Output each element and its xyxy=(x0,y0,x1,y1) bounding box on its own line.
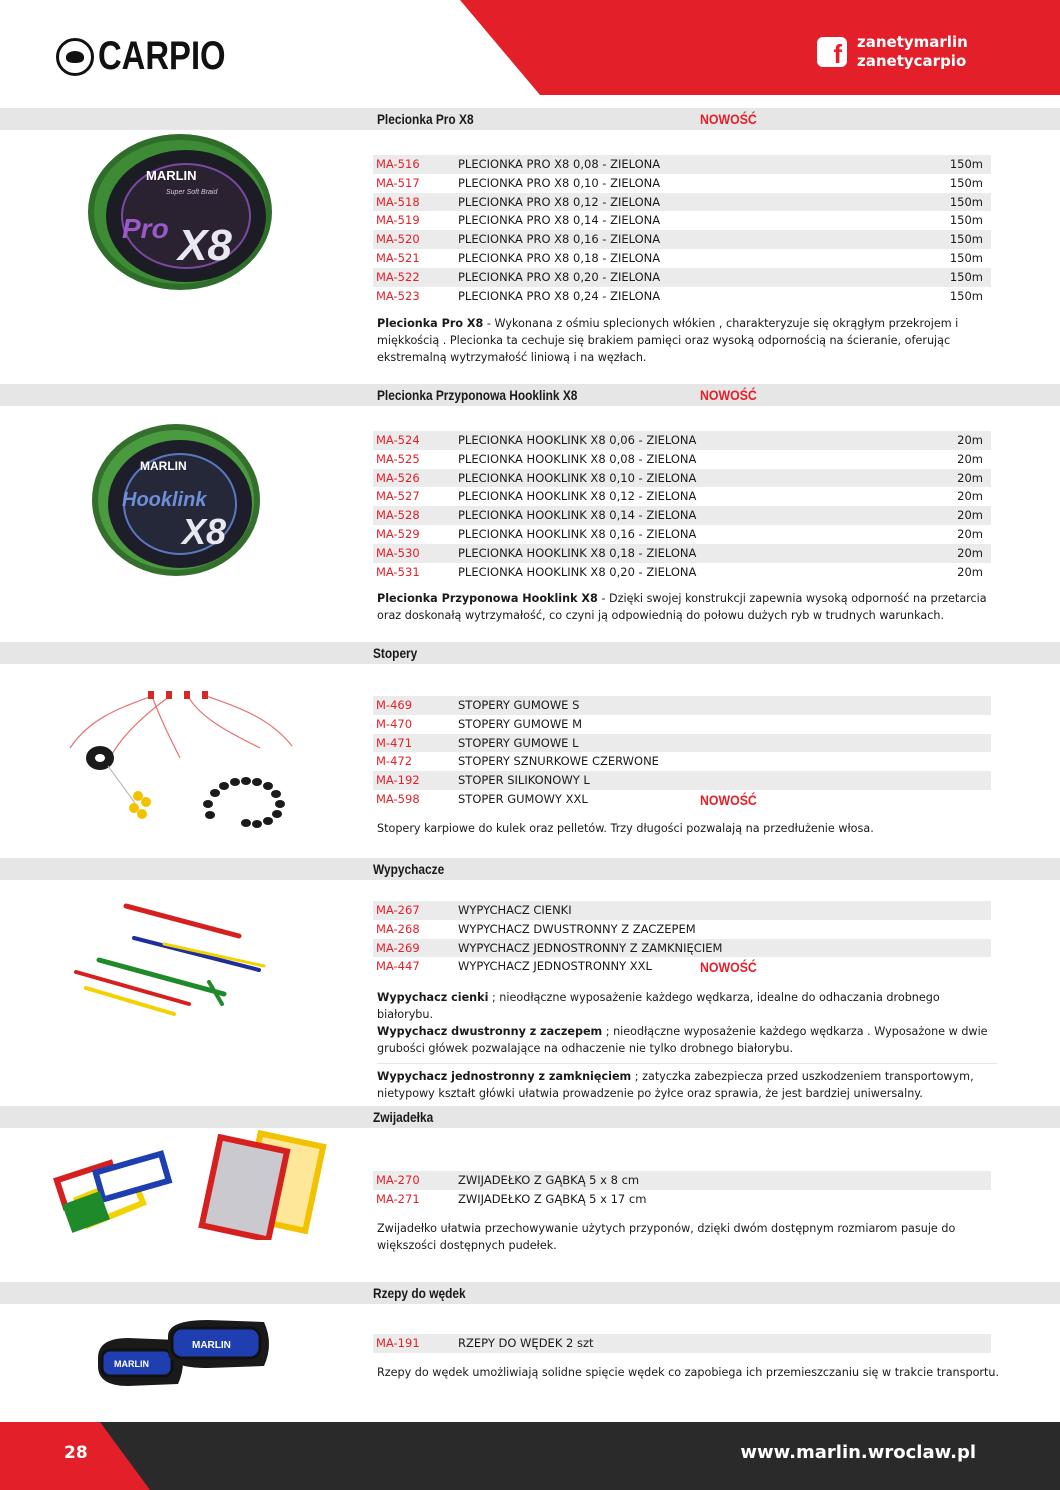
facebook-page-2[interactable]: zanetycarpio xyxy=(857,52,967,70)
section-title-hooklink: Plecionka Przyponowa Hooklink X8 xyxy=(377,387,578,403)
spool-hooklink-label: Hooklink xyxy=(122,489,207,511)
table-row: MA-526 PLECIONKA HOOKLINK X8 0,10 - ZIELONA 20m xyxy=(373,469,991,488)
spool-brand-label: MARLIN xyxy=(146,168,197,183)
spool-subtitle-label: Super Soft Braid xyxy=(166,189,218,196)
brand-name: CARPIO xyxy=(98,34,226,78)
strap-brand-label: MARLIN xyxy=(192,1340,231,1351)
table-row: MA-523 PLECIONKA PRO X8 0,24 - ZIELONA 150m xyxy=(376,288,983,303)
facebook-block[interactable] xyxy=(817,33,968,71)
section-title-stopery: Stopery xyxy=(373,645,418,661)
table-row: M-471 STOPERY GUMOWE L xyxy=(373,734,991,753)
website-link[interactable]: www.marlin.wroclaw.pl xyxy=(740,1442,976,1463)
table-row: MA-268 WYPYCHACZ DWUSTRONNY Z ZACZEPEM xyxy=(376,921,696,936)
table-row: MA-271 ZWIJADEŁKO Z GĄBKĄ 5 x 17 cm xyxy=(376,1191,647,1206)
section-bar-pro-x8 xyxy=(0,108,1060,130)
table-row: MA-270 ZWIJADEŁKO Z GĄBKĄ 5 x 8 cm xyxy=(373,1171,991,1190)
new-badge: NOWOŚĆ xyxy=(700,792,757,808)
table-row: M-470 STOPERY GUMOWE M xyxy=(376,716,583,731)
table-row: M-472 STOPERY SZNURKOWE CZERWONE xyxy=(376,754,659,769)
table-row: MA-517 PLECIONKA PRO X8 0,10 - ZIELONA 150m xyxy=(376,175,983,190)
stopery-description: Stopery karpiowe do kulek oraz pelletów. Trzy długości pozwalają na przedłużenie włosa. xyxy=(377,822,874,835)
new-badge: NOWOŚĆ xyxy=(700,387,757,403)
zwijadelka-table xyxy=(373,1171,991,1209)
section-bar-rzepy xyxy=(0,1282,1060,1304)
zwijadelka-description: Zwijadełko ułatwia przechowywanie użytych przyponów, dzięki dwóm dostępnym rozmiarom pasuje do większości dostępnych pudełek. xyxy=(377,1222,956,1252)
section-title-wypychacze: Wypychacze xyxy=(373,861,445,877)
table-row: M-469 STOPERY GUMOWE S xyxy=(373,696,991,715)
new-badge: NOWOŚĆ xyxy=(700,959,757,975)
table-row: MA-518 PLECIONKA PRO X8 0,12 - ZIELONA 150m xyxy=(373,193,991,212)
rzepy-table xyxy=(373,1334,991,1353)
strap-brand-label: MARLIN xyxy=(114,1359,149,1369)
pro-x8-table xyxy=(373,155,991,305)
spool-x8-label: X8 xyxy=(178,221,232,270)
hooklink-spool-image xyxy=(86,420,266,580)
hooklink-table xyxy=(373,431,991,581)
wypychacze-table xyxy=(373,901,991,976)
rzepy-image xyxy=(88,1318,278,1408)
rzepy-description: Rzepy do wędek umożliwiają solidne spięcie wędek co zapobiega ich przemieszczaniu się w trakcie transportu. xyxy=(377,1366,1000,1379)
hooklink-description: Plecionka Przyponowa Hooklink X8 - Dzięki swojej konstrukcji zapewnia wysoką odporność na przetarcia oraz doskonałą wytrzymałość, co czyni ją odpowiednią do połowu dużych ryb w trudnych warunkach. xyxy=(377,592,987,622)
table-row: MA-192 STOPER SILIKONOWY L xyxy=(373,771,991,790)
section-title-zwijadelka: Zwijadełka xyxy=(373,1109,434,1125)
table-row: MA-521 PLECIONKA PRO X8 0,18 - ZIELONA 150m xyxy=(376,250,983,265)
page-number: 28 xyxy=(64,1443,88,1463)
table-row: MA-528 PLECIONKA HOOKLINK X8 0,14 - ZIELONA 20m xyxy=(373,506,991,525)
stopery-image xyxy=(60,688,310,838)
pro-x8-spool-image xyxy=(80,132,280,292)
section-bar-wypychacze xyxy=(0,858,1060,880)
table-row: MA-529 PLECIONKA HOOKLINK X8 0,16 - ZIELONA 20m xyxy=(376,526,983,541)
table-row: MA-267 WYPYCHACZ CIENKI xyxy=(373,901,991,920)
page-header xyxy=(0,0,1060,95)
section-title-pro-x8: Plecionka Pro X8 xyxy=(377,111,474,127)
table-row: MA-598 STOPER GUMOWY XXL xyxy=(376,791,588,806)
table-row: MA-269 WYPYCHACZ JEDNOSTRONNY Z ZAMKNIĘCIEM xyxy=(373,939,991,958)
facebook-icon: f xyxy=(817,37,847,67)
table-row: MA-520 PLECIONKA PRO X8 0,16 - ZIELONA 150m xyxy=(373,230,991,249)
new-badge: NOWOŚĆ xyxy=(700,111,757,127)
table-row: MA-516 PLECIONKA PRO X8 0,08 - ZIELONA 150m xyxy=(373,155,991,174)
table-row: MA-524 PLECIONKA HOOKLINK X8 0,06 - ZIELONA 20m xyxy=(373,431,991,450)
stopery-table xyxy=(373,696,991,809)
table-row: MA-522 PLECIONKA PRO X8 0,20 - ZIELONA 150m xyxy=(373,268,991,287)
spool-brand-label: MARLIN xyxy=(140,459,187,473)
table-row: MA-519 PLECIONKA PRO X8 0,14 - ZIELONA 150m xyxy=(376,213,983,228)
wypychacze-description: Wypychacz cienki ; nieodłączne wyposażenie każdego wędkarza, idealne do odhaczania drobnego białorybu. Wypychacz dwustronny z zaczepem ; nieodłączne wyposażenie każdego wędkarza . Wyposażone w dwie grubości główek pozwalające na odhaczenie nie tylko drobnego białorybu. Wypychacz jednostronny z zamknięciem ; zatyczka zabezpiecza przed uszkodzeniem transportowym, nietypowy kształt główki ułatwia prowadzenie po żyłce oraz sprawia, że jest bardziej uniwersalny. xyxy=(377,989,997,1102)
facebook-page-1[interactable]: zanetymarlin xyxy=(857,33,968,51)
table-row: MA-447 WYPYCHACZ JEDNOSTRONNY XXL xyxy=(376,959,652,974)
table-row: MA-191 RZEPY DO WĘDEK 2 szt xyxy=(373,1334,991,1353)
pro-x8-description: Plecionka Pro X8 - Wykonana z ośmiu splecionych włókien , charakteryzuje się okrągłym przekrojem i miękkością . Plecionka ta cechuje się brakiem pamięci oraz wysoką odpornością na ścieranie, oferując ekstremalną wytrzymałość liniową i na węzłach. xyxy=(377,317,959,364)
zwijadelka-image xyxy=(48,1125,338,1240)
section-bar-stopery xyxy=(0,642,1060,664)
table-row: MA-530 PLECIONKA HOOKLINK X8 0,18 - ZIELONA 20m xyxy=(373,544,991,563)
wypychacze-image xyxy=(54,892,274,1022)
spool-pro-label: Pro xyxy=(122,213,169,244)
section-title-rzepy: Rzepy do wędek xyxy=(373,1285,466,1301)
header-accent xyxy=(460,0,1060,95)
table-row: MA-531 PLECIONKA HOOKLINK X8 0,20 - ZIELONA 20m xyxy=(376,564,983,579)
spool-x8-label: X8 xyxy=(182,511,227,552)
carpio-logo xyxy=(56,34,254,79)
table-row: MA-525 PLECIONKA HOOKLINK X8 0,08 - ZIELONA 20m xyxy=(376,451,983,466)
carpio-fish-icon xyxy=(56,38,94,76)
table-row: MA-527 PLECIONKA HOOKLINK X8 0,12 - ZIELONA 20m xyxy=(376,489,983,504)
